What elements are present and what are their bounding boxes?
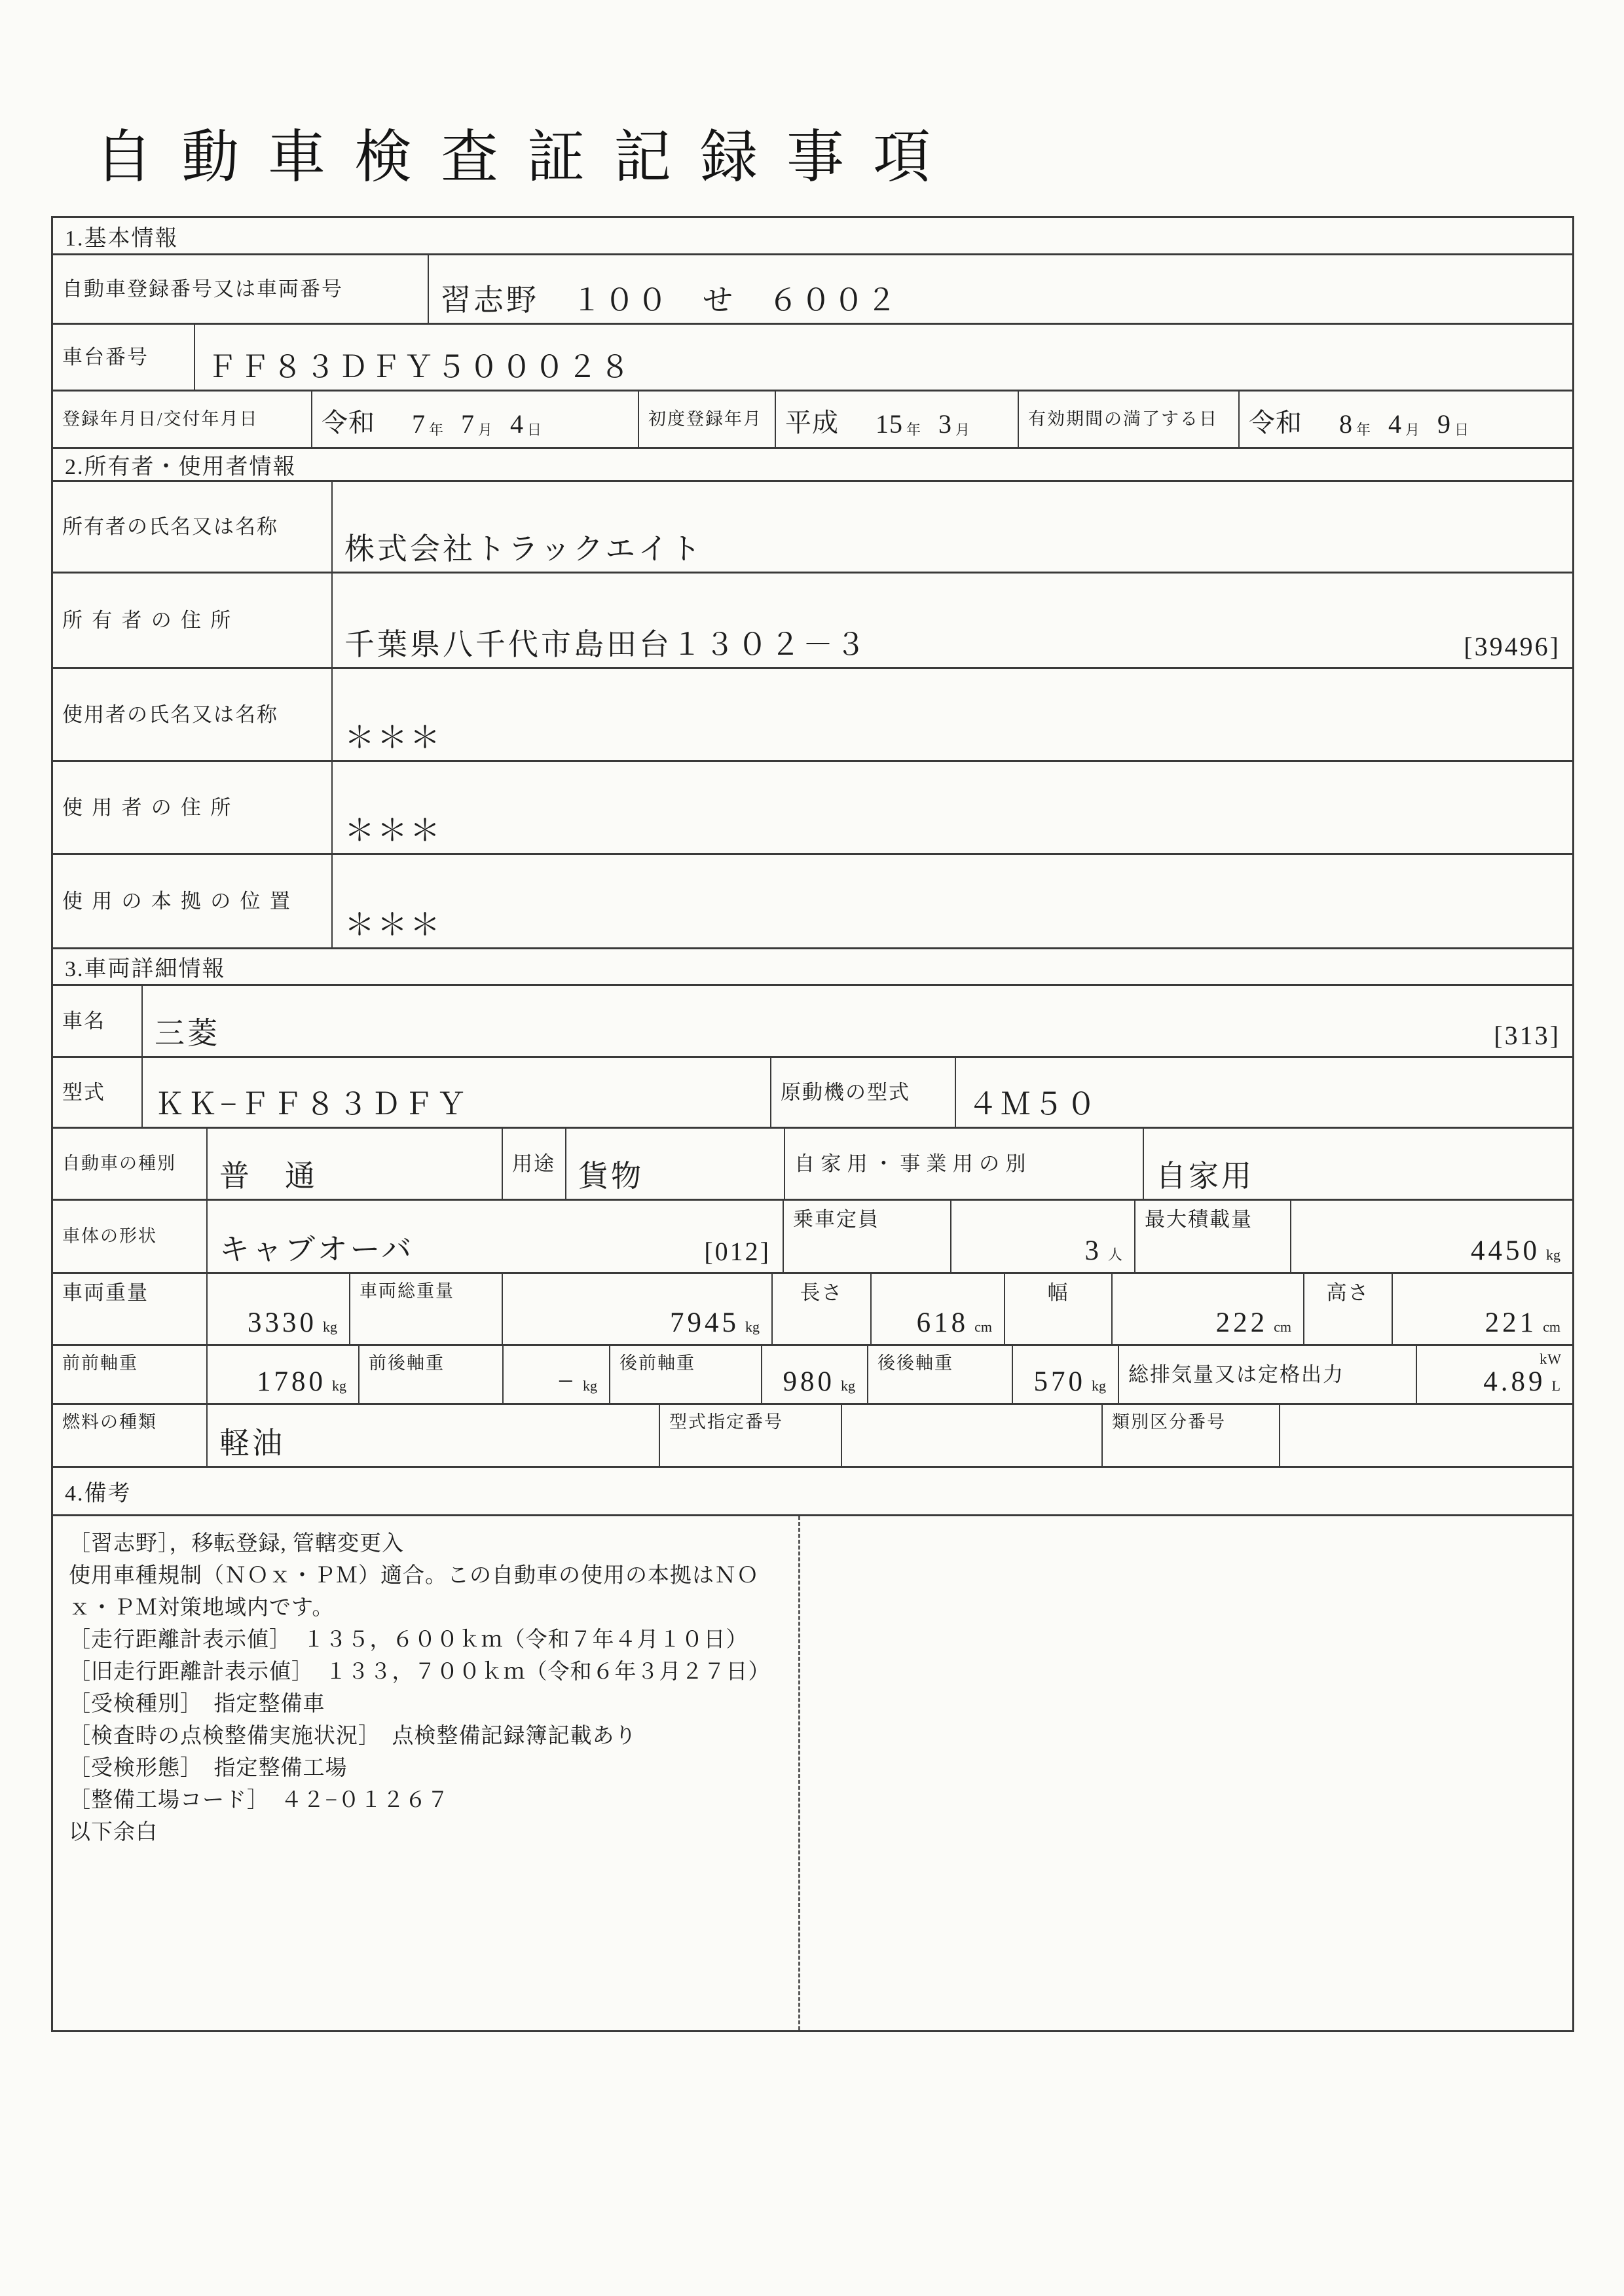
section-header-remarks xyxy=(53,1466,1572,1514)
length-label: 長さ xyxy=(771,1274,870,1344)
rear-rear-axle-value: 570 kg xyxy=(1012,1346,1118,1403)
first-registration-value: 平成 15 年 3 月 xyxy=(775,392,1018,447)
base-location-label: 使用の本拠の位置 xyxy=(62,889,300,913)
row-dates xyxy=(53,390,1572,447)
row-fuel-type xyxy=(53,1403,1572,1466)
row-base-location xyxy=(53,853,1572,947)
row-body-shape-capacity xyxy=(53,1199,1572,1272)
chassis-number-value: ＦＦ８３ＤＦＹ５０００２８ xyxy=(194,325,1572,390)
remarks-line: ［旧走行距離計表示値］ １３３，７００ｋｍ（令和６年３月２７日） xyxy=(69,1660,771,1684)
section-header-remarks-label: 4.備考 xyxy=(65,1482,132,1506)
front-rear-axle-value: − kg xyxy=(502,1346,609,1403)
section-header-vehicle-label: 3.車両詳細情報 xyxy=(65,957,226,981)
model-label: 型式 xyxy=(62,1080,105,1104)
width-label: 幅 xyxy=(1004,1274,1111,1344)
first-registration-label: 初度登録年月 xyxy=(638,392,775,447)
displacement-unit-l: L xyxy=(1551,1377,1560,1394)
engine-model-label: 原動機の型式 xyxy=(770,1058,955,1127)
fuel-type-label: 燃料の種類 xyxy=(62,1412,157,1432)
owner-address-value: 千葉県八千代市島田台１３０２－３ [39496] xyxy=(331,574,1572,667)
row-user-address xyxy=(53,760,1572,853)
section-header-basic-label: 1.基本情報 xyxy=(65,226,179,251)
gross-weight-value: 7945 kg xyxy=(502,1274,771,1344)
user-address-label: 使用者の住所 xyxy=(62,795,240,819)
displacement-output-label: 総排気量又は定格出力 xyxy=(1118,1346,1416,1403)
capacity-label: 乗車定員 xyxy=(783,1201,950,1272)
use-value: 貨物 xyxy=(565,1129,784,1199)
record-table xyxy=(51,216,1574,2032)
car-name-label: 車名 xyxy=(62,1009,105,1032)
class-division-number-label: 類別区分番号 xyxy=(1101,1405,1279,1466)
gross-weight-label: 車両総重量 xyxy=(349,1274,502,1344)
registration-date-label: 登録年月日/交付年月日 xyxy=(62,409,259,429)
model-value: ＫＫ−ＦＦ８３ＤＦＹ xyxy=(141,1058,770,1127)
type-designation-number-label: 型式指定番号 xyxy=(659,1405,841,1466)
displacement-unit-kw: kW xyxy=(1540,1351,1562,1367)
user-name-value: ＊＊＊ xyxy=(331,669,1572,760)
body-shape-value: キャブオーバ [012] xyxy=(206,1201,783,1272)
remarks-box xyxy=(53,1514,1572,2030)
capacity-value: 3 人 xyxy=(950,1201,1134,1272)
chassis-number-label: 車台番号 xyxy=(62,345,149,369)
row-axle-weights xyxy=(53,1344,1572,1403)
fuel-type-value: 軽油 xyxy=(206,1405,659,1466)
max-load-value: 4450 kg xyxy=(1290,1201,1572,1272)
section-header-basic xyxy=(53,218,1572,253)
max-load-label: 最大積載量 xyxy=(1134,1201,1290,1272)
front-front-axle-label: 前前軸重 xyxy=(62,1353,138,1373)
ownership-label: 自家用・事業用の別 xyxy=(784,1129,1143,1199)
width-value: 222 cm xyxy=(1111,1274,1303,1344)
rear-front-axle-value: 980 kg xyxy=(761,1346,867,1403)
vehicle-weight-value: 3330 kg xyxy=(206,1274,349,1344)
row-user-name xyxy=(53,667,1572,760)
front-front-axle-value: 1780 kg xyxy=(206,1346,358,1403)
remarks-line: ［受検種別］ 指定整備車 xyxy=(69,1692,325,1716)
remarks-column-divider xyxy=(798,1516,800,2030)
expiry-date-value: 令和 8 年 4 月 9 日 xyxy=(1238,392,1572,447)
remarks-line: ［検査時の点検整備実施状況］ 点検整備記録簿記載あり xyxy=(69,1724,637,1748)
rear-front-axle-label: 後前軸重 xyxy=(609,1346,761,1403)
car-name-value: 三菱 [313] xyxy=(141,986,1572,1056)
row-weights-dimensions xyxy=(53,1272,1572,1344)
row-car-name xyxy=(53,984,1572,1056)
row-chassis-number xyxy=(53,323,1572,390)
remarks-line: 以下余白 xyxy=(69,1821,158,1844)
registration-number-label: 自動車登録番号又は車両番号 xyxy=(62,277,343,301)
registration-date-value: 令和 7 年 7 月 4 日 xyxy=(311,392,638,447)
base-location-value: ＊＊＊ xyxy=(331,855,1572,947)
section-header-vehicle xyxy=(53,947,1572,984)
expiry-date-label: 有効期間の満了する日 xyxy=(1018,392,1238,447)
length-value: 618 cm xyxy=(870,1274,1004,1344)
car-name-code: [313] xyxy=(1494,1021,1560,1050)
user-address-value: ＊＊＊ xyxy=(331,762,1572,853)
remarks-line: ［受検形態］ 指定整備工場 xyxy=(69,1757,348,1780)
category-value: 普 通 xyxy=(206,1129,502,1199)
row-category-use xyxy=(53,1127,1572,1199)
remarks-line: ｘ・ＰＭ対策地域内です。 xyxy=(69,1596,335,1620)
page-title: 自動車検査証記録事項 xyxy=(95,126,960,190)
category-label: 自動車の種別 xyxy=(62,1154,176,1174)
displacement-output-value: kW 4.89 L xyxy=(1416,1346,1572,1403)
remarks-line: ［走行距離計表示値］ １３５，６００ｋｍ（令和７年４月１０日） xyxy=(69,1628,748,1652)
type-designation-number-value xyxy=(841,1405,1101,1466)
rear-rear-axle-label: 後後軸重 xyxy=(867,1346,1012,1403)
vehicle-weight-label: 車両重量 xyxy=(62,1281,149,1304)
height-value: 221 cm xyxy=(1392,1274,1572,1344)
ownership-value: 自家用 xyxy=(1143,1129,1572,1199)
registration-number-value: 習志野 １００ せ ６００２ xyxy=(428,255,1572,323)
section-header-owner-user-label: 2.所有者・使用者情報 xyxy=(65,455,297,479)
owner-name-value: 株式会社トラックエイト xyxy=(331,482,1572,572)
engine-model-value: ４Ｍ５０ xyxy=(955,1058,1572,1127)
owner-address-code: [39496] xyxy=(1464,632,1560,661)
row-owner-address xyxy=(53,572,1572,667)
owner-address-label: 所有者の住所 xyxy=(62,608,240,632)
front-rear-axle-label: 前後軸重 xyxy=(358,1346,502,1403)
remarks-line: ［整備工場コード］ ４２−０１２６７ xyxy=(69,1789,450,1812)
section-header-owner-user xyxy=(53,447,1572,480)
class-division-number-value xyxy=(1279,1405,1572,1466)
row-registration-number xyxy=(53,253,1572,323)
row-owner-name xyxy=(53,480,1572,572)
body-shape-label: 車体の形状 xyxy=(62,1226,157,1247)
height-label: 高さ xyxy=(1303,1274,1392,1344)
owner-name-label: 所有者の氏名又は名称 xyxy=(62,515,278,538)
remarks-line: 使用車種規制（ＮＯｘ・ＰＭ）適合。この自動車の使用の本拠はＮＯ xyxy=(69,1564,759,1588)
row-model xyxy=(53,1056,1572,1127)
use-label: 用途 xyxy=(502,1129,565,1199)
body-shape-code: [012] xyxy=(704,1237,771,1266)
remarks-line: ［習志野］，移転登録, 管轄変更入 xyxy=(69,1532,404,1556)
user-name-label: 使用者の氏名又は名称 xyxy=(62,702,278,726)
